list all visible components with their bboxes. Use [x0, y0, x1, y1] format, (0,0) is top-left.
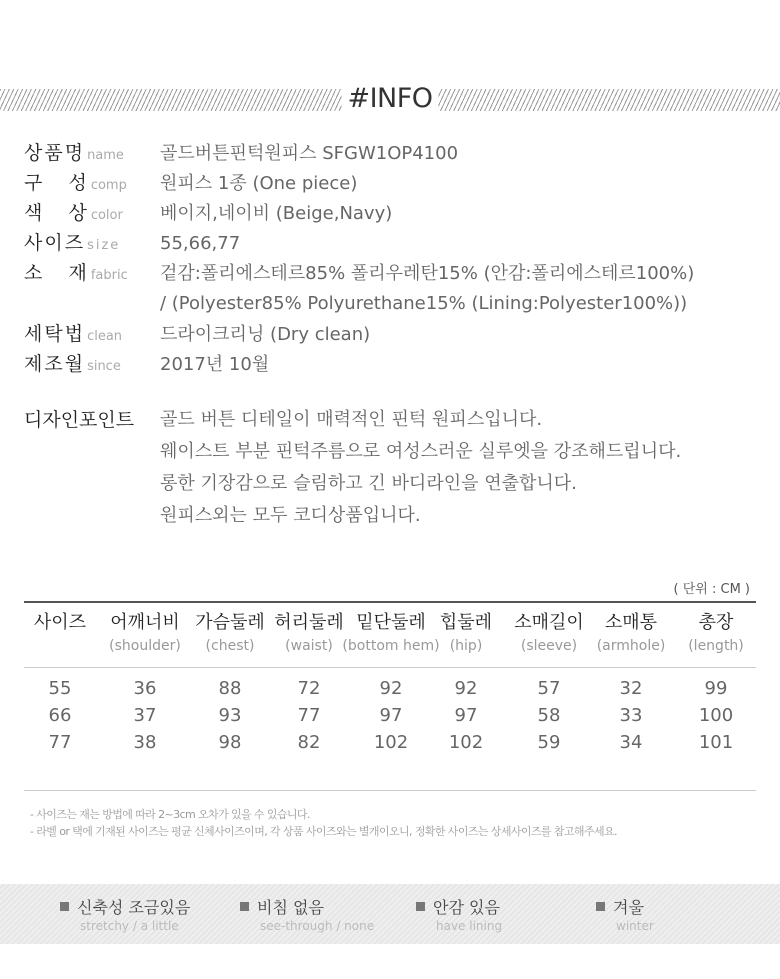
spec-label-en: color — [90, 208, 123, 223]
spec-label: 상품명 — [24, 142, 86, 164]
size-table-header-cell — [185, 611, 275, 657]
spec-label-en: clean — [87, 329, 123, 344]
spec-value: 베이지,네이비 (Beige,Navy) — [160, 203, 393, 224]
header-label: 밑단둘레 — [356, 612, 426, 633]
feature-lining — [416, 898, 502, 934]
spec-list — [24, 138, 694, 379]
header-label: 소매길이 — [514, 612, 584, 633]
spec-label: 색 상 — [24, 202, 89, 224]
size-table-cell: 57 — [537, 678, 561, 699]
spec-row-comp — [24, 168, 694, 198]
size-table-header — [24, 603, 756, 668]
spec-value: 골드버튼핀턱원피스 SFGW1OP4100 — [160, 143, 459, 164]
spec-row-color — [24, 198, 694, 228]
size-table-cell: 102 — [373, 732, 409, 753]
feature-label-en: have lining — [436, 919, 503, 933]
spec-label-en: comp — [90, 178, 127, 193]
size-table-header-cell — [586, 611, 676, 657]
spec-row-name — [24, 138, 694, 168]
spec-label-en: since — [87, 359, 121, 374]
info-title: #INFO — [341, 84, 438, 114]
spec-row-clean — [24, 319, 694, 349]
header-label-en: (shoulder) — [109, 638, 181, 654]
feature-label-en: winter — [616, 919, 654, 933]
size-table-cell: 77 — [297, 705, 321, 726]
size-table-body — [24, 675, 756, 765]
size-table-cell: 55 — [48, 678, 72, 699]
feature-label: 비침 없음 — [257, 898, 324, 917]
spec-label: 세탁법 — [24, 323, 86, 345]
spec-row-size — [24, 228, 694, 258]
spec-label: 제조월 — [24, 353, 86, 375]
note-line: - 라벨 or 택에 기재된 사이즈는 평균 신체사이즈이며, 각 상품 사이즈와는 별개이오니, 정확한 사이즈는 상세사이즈를 참고해주세요. — [30, 825, 617, 838]
header-label: 가슴둘레 — [195, 612, 265, 633]
size-unit-label: ( 단위 : CM ) — [673, 582, 750, 597]
feature-stretch — [60, 898, 190, 934]
size-table-header-cell — [671, 611, 761, 657]
size-table — [24, 601, 756, 765]
feature-bar — [0, 884, 780, 944]
design-point-line: 롱한 기장감으로 슬림하고 긴 바디라인을 연출합니다. — [160, 473, 577, 494]
feature-label: 겨울 — [613, 898, 644, 917]
size-table-cell: 59 — [537, 732, 561, 753]
size-table-cell: 34 — [619, 732, 643, 753]
feature-label: 신축성 조금있음 — [77, 898, 191, 917]
spec-label-en: size — [87, 238, 121, 253]
size-table-header-cell — [20, 611, 100, 635]
size-table-cell: 102 — [448, 732, 484, 753]
design-point-line: 웨이스트 부분 핀턱주름으로 여성스러운 실루엣을 강조해드립니다. — [160, 441, 682, 462]
spec-label: 구 성 — [24, 172, 89, 194]
square-bullet-icon — [416, 902, 425, 911]
size-table-cell: 82 — [297, 732, 321, 753]
spec-row-since — [24, 349, 694, 379]
header-label-en: (armhole) — [596, 638, 666, 654]
feature-label-en: stretchy / a little — [80, 919, 179, 933]
size-table-cell: 66 — [48, 705, 72, 726]
header-label: 총장 — [698, 612, 734, 633]
spec-value: 55,66,77 — [160, 233, 241, 254]
design-point-line: 원피스외는 모두 코디상품입니다. — [160, 505, 421, 526]
size-table-cell: 36 — [133, 678, 157, 699]
size-table-cell: 32 — [619, 678, 643, 699]
header-label: 힙둘레 — [439, 612, 493, 633]
table-bottom-rule — [24, 790, 756, 791]
spec-row-fabric — [24, 258, 694, 319]
header-label-en: (sleeve) — [520, 638, 578, 654]
design-point — [24, 404, 681, 532]
spec-value: 원피스 1종 (One piece) — [160, 173, 358, 194]
spec-value: 드라이크리닝 (Dry clean) — [160, 324, 371, 345]
spec-value: 겉감:폴리에스테르85% 폴리우레탄15% (안감:폴리에스테르100%) — [160, 263, 695, 284]
size-notes — [30, 806, 617, 840]
header-label-en: (chest) — [205, 638, 255, 654]
spec-label-en: name — [87, 148, 124, 163]
header-label: 사이즈 — [33, 612, 87, 633]
size-table-cell: 100 — [698, 705, 734, 726]
design-point-label: 디자인포인트 — [24, 409, 135, 431]
size-table-cell: 92 — [379, 678, 403, 699]
spec-label: 사이즈 — [24, 232, 86, 254]
size-table-cell: 38 — [133, 732, 157, 753]
size-table-cell: 93 — [218, 705, 242, 726]
header-label: 허리둘레 — [274, 612, 344, 633]
size-table-header-cell — [504, 611, 594, 657]
size-table-header-cell — [426, 611, 506, 657]
size-table-cell: 37 — [133, 705, 157, 726]
square-bullet-icon — [596, 902, 605, 911]
size-table-cell: 99 — [704, 678, 728, 699]
size-table-header-cell — [100, 611, 190, 657]
size-table-cell: 92 — [454, 678, 478, 699]
size-table-cell: 101 — [698, 732, 734, 753]
feature-season — [596, 898, 654, 934]
spec-value: / (Polyester85% Polyurethane15% (Lining:Polyester100%)) — [160, 293, 688, 314]
spec-value: 2017년 10월 — [160, 354, 270, 375]
header-label: 소매통 — [604, 612, 658, 633]
size-table-cell: 77 — [48, 732, 72, 753]
feature-seethrough — [240, 898, 374, 934]
size-table-cell: 97 — [379, 705, 403, 726]
square-bullet-icon — [60, 902, 69, 911]
header-label-en: (length) — [688, 638, 744, 654]
header-label-en: (bottom hem) — [342, 638, 440, 654]
spec-label: 소 재 — [24, 262, 89, 284]
size-table-cell: 72 — [297, 678, 321, 699]
size-table-cell: 33 — [619, 705, 643, 726]
square-bullet-icon — [240, 902, 249, 911]
size-table-cell: 58 — [537, 705, 561, 726]
feature-label-en: see-through / none — [260, 919, 375, 933]
header-label-en: (waist) — [285, 638, 333, 654]
note-line: - 사이즈는 재는 방법에 따라 2~3cm 오차가 있을 수 있습니다. — [30, 808, 310, 821]
feature-label: 안감 있음 — [433, 898, 500, 917]
size-table-cell: 88 — [218, 678, 242, 699]
size-table-cell: 97 — [454, 705, 478, 726]
spec-label-en: fabric — [90, 268, 128, 283]
design-point-line: 골드 버튼 디테일이 매력적인 핀턱 원피스입니다. — [160, 409, 543, 430]
size-table-cell: 98 — [218, 732, 242, 753]
header-label-en: (hip) — [449, 638, 483, 654]
header-label: 어깨너비 — [110, 612, 180, 633]
